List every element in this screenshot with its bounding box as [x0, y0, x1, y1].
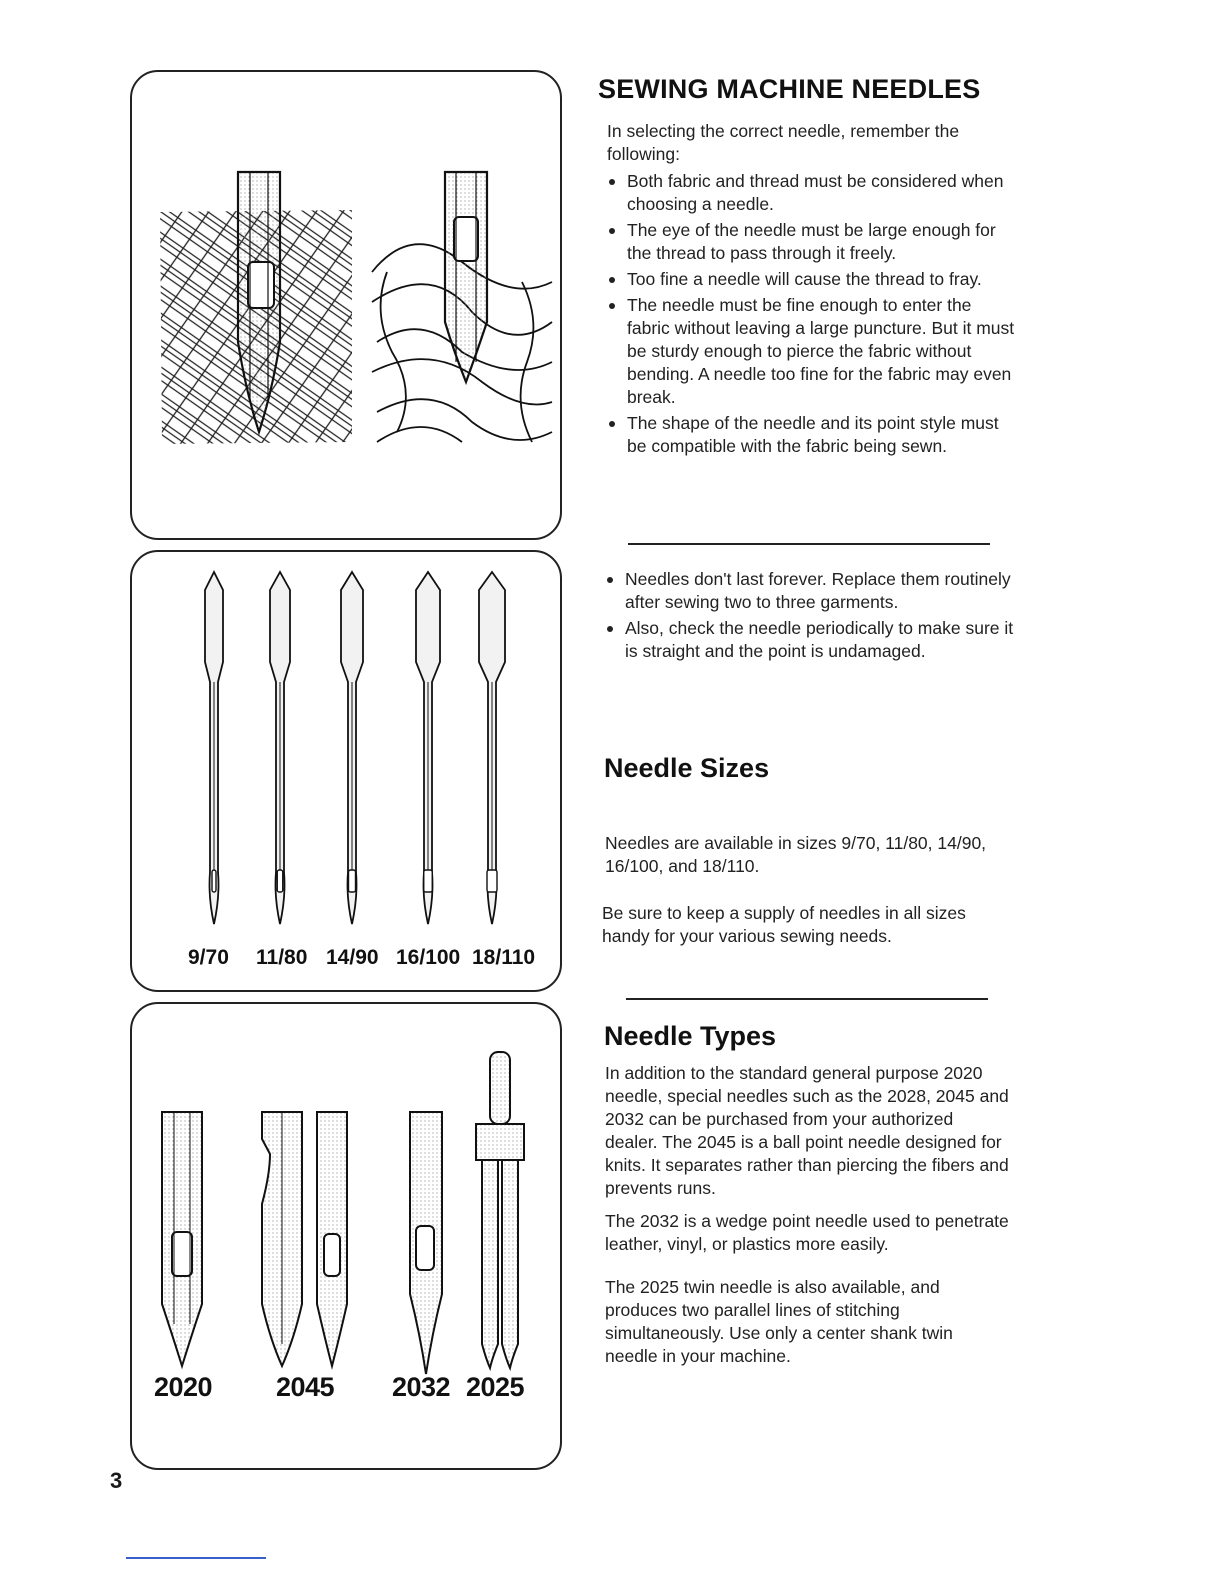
- selection-point: The needle must be fine enough to enter the fabric without leaving a large puncture. But it must be sturdy enough to pierce the fabric without bending. A needle too fine for the fabric may even break.: [607, 294, 1019, 409]
- maintenance-section: [605, 568, 1017, 666]
- needle-selection-section: [607, 120, 1019, 461]
- needle-size-labels: [132, 946, 560, 976]
- size-label-14-90: 14/90: [326, 946, 379, 969]
- page-number: 3: [110, 1468, 123, 1493]
- size-needle-1: [270, 572, 290, 924]
- size-needle-4: [479, 572, 505, 924]
- maintenance-point: Needles don't last forever. Replace them routinely after sewing two to three garments.: [605, 568, 1017, 614]
- needle-supply-paragraph: Be sure to keep a supply of needles in all sizes handy for your various sewing needs.: [602, 903, 966, 946]
- needle-sizes-section: [605, 832, 995, 878]
- needle-supply-section: [602, 902, 1002, 948]
- type-label-2045: 2045: [276, 1372, 335, 1402]
- twin-needle-paragraph: The 2025 twin needle is also available, and produces two parallel lines of stitching simultaneously. Use only a center shank twin needle in your machine.: [605, 1277, 953, 1366]
- size-needle-3: [416, 572, 440, 924]
- needle-2020: [162, 1112, 202, 1366]
- maintenance-point: Also, check the needle periodically to make sure it is straight and the point is undamaged.: [605, 617, 1017, 663]
- wedge-needle-paragraph: The 2032 is a wedge point needle used to penetrate leather, vinyl, or plastics more easily.: [605, 1211, 1009, 1254]
- section-divider: [626, 998, 988, 1000]
- needle-types-heading: Needle Types: [604, 1021, 777, 1051]
- needle-2045: [262, 1112, 302, 1366]
- selection-point: The eye of the needle must be large enough for the thread to pass through it freely.: [607, 219, 1019, 265]
- size-label-16-100: 16/100: [396, 946, 461, 969]
- needle-type-labels: [132, 1372, 560, 1408]
- needle-through-fabric-illustration: [132, 72, 560, 538]
- needle-sizes-heading: Needle Sizes: [604, 753, 770, 783]
- needle-sizes-illustration-panel: [130, 550, 562, 992]
- size-label-9-70: 9/70: [188, 946, 229, 969]
- needle-2045-eye-view: [317, 1112, 347, 1366]
- selection-points-list: [607, 170, 1019, 458]
- needle-2032: [410, 1112, 442, 1374]
- needle-2025-twin: [476, 1052, 524, 1368]
- fabric-needle-illustration-panel: [130, 70, 562, 540]
- size-needle-0: [205, 572, 223, 924]
- needle-types-illustration-panel: [130, 1002, 562, 1470]
- page-title: SEWING MACHINE NEEDLES: [598, 74, 981, 104]
- size-label-11-80: 11/80: [256, 946, 308, 969]
- type-label-2025: 2025: [466, 1372, 525, 1402]
- needle-in-knit-fabric: [445, 172, 487, 382]
- needle-types-paragraph: In addition to the standard general purpose 2020 needle, special needles such as the 2028, 2045 and 2032 can be purchased from your authorized dealer. The 2045 is a ball point needle designed for knits. It separates rather than piercing the fibers and prevents runs.: [605, 1063, 1009, 1198]
- needle-sizes-illustration: [132, 552, 560, 990]
- selection-point: Too fine a needle will cause the thread to fray.: [607, 268, 1019, 291]
- needle-sizes-paragraph: Needles are available in sizes 9/70, 11/80, 14/90, 16/100, and 18/110.: [605, 833, 987, 876]
- maintenance-points-list: [605, 568, 1017, 663]
- type-label-2032: 2032: [392, 1372, 451, 1402]
- needle-types-section: [605, 1062, 1010, 1368]
- section-divider: [628, 543, 990, 545]
- type-label-2020: 2020: [154, 1372, 213, 1402]
- size-needle-2: [341, 572, 363, 924]
- selection-point: Both fabric and thread must be considered when choosing a needle.: [607, 170, 1019, 216]
- selection-point: The shape of the needle and its point style must be compatible with the fabric being sewn.: [607, 412, 1019, 458]
- footer-rule: [126, 1557, 266, 1559]
- size-label-18-110: 18/110: [472, 946, 536, 969]
- intro-paragraph: In selecting the correct needle, remember the following:: [607, 121, 960, 164]
